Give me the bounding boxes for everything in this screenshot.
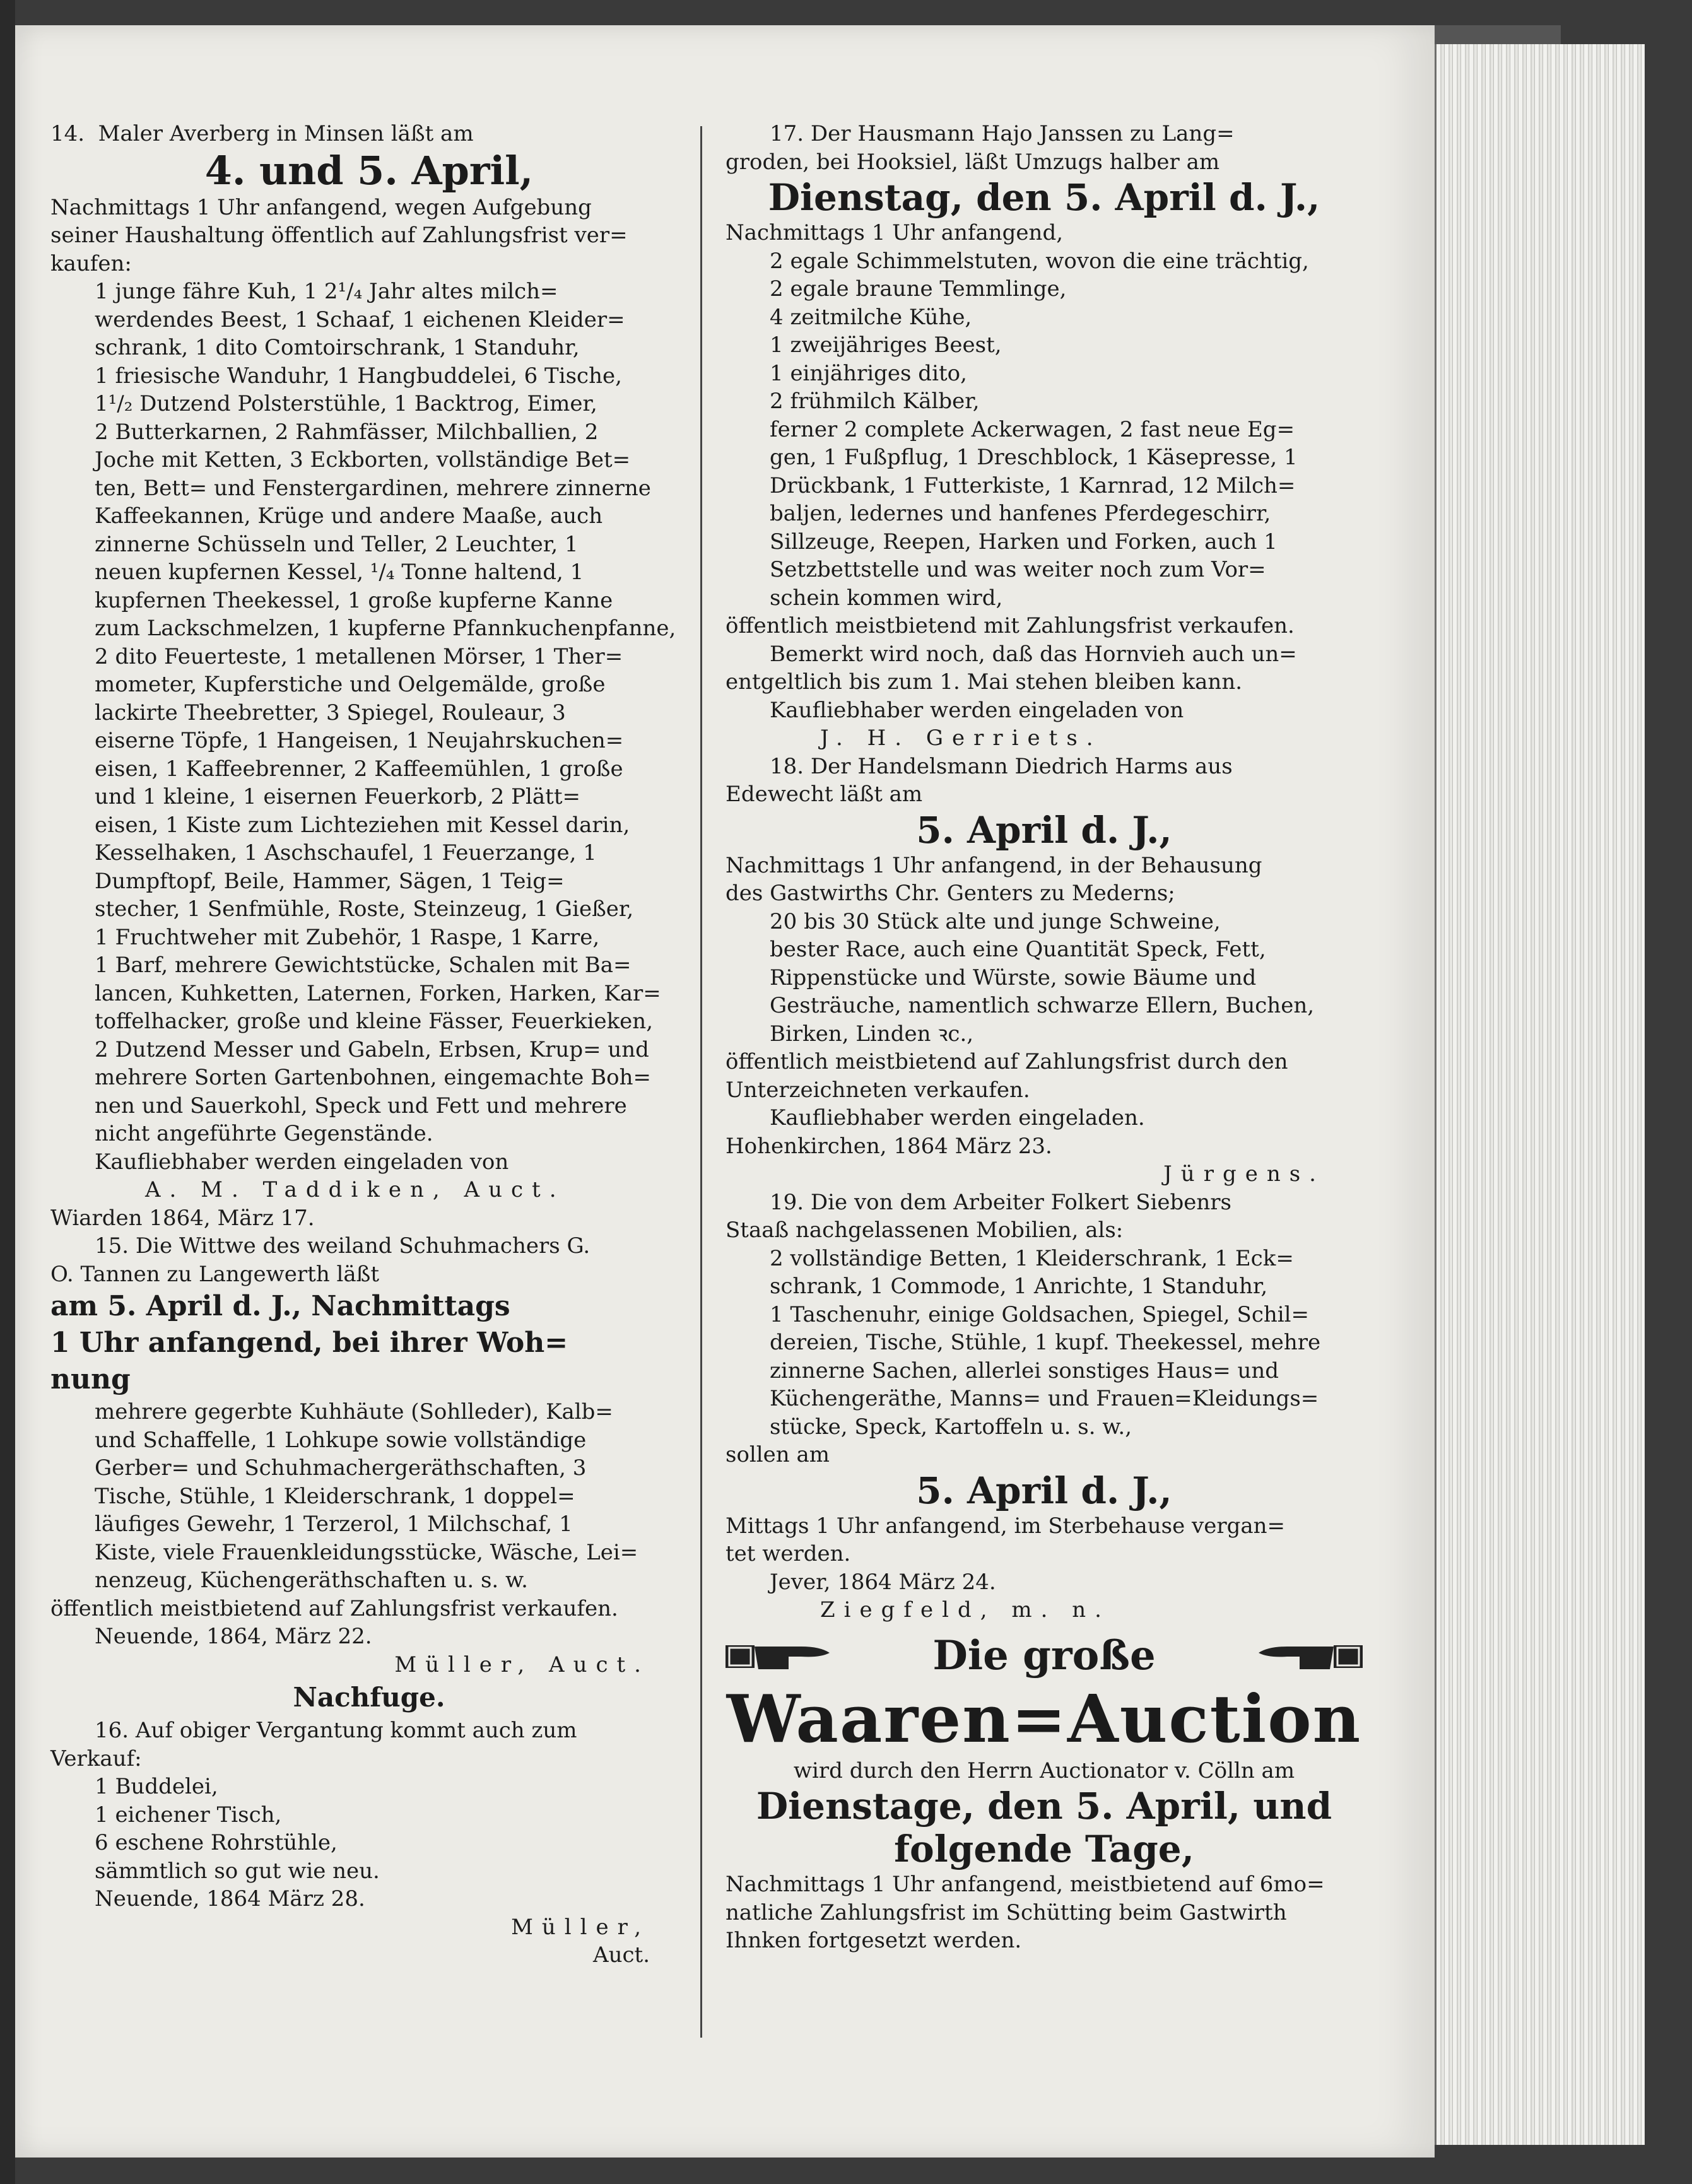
text-line: 5. April d. J., <box>916 1469 1172 1512</box>
text-line: 2 frühmilch Kälber, <box>770 389 980 414</box>
text-line: Müller, <box>511 1914 650 1940</box>
text-line: ferner 2 complete Ackerwagen, 2 fast neue Eg= <box>770 416 1295 442</box>
text-line: Staaß nachgelassenen Mobilien, als: <box>726 1218 1124 1243</box>
text-line: entgeltlich bis zum 1. Mai stehen bleiben kann. <box>726 669 1243 695</box>
text-line: Kaffeekannen, Krüge und andere Maaße, auch <box>95 503 603 529</box>
text-line: gen, 1 Fußpflug, 1 Dreschblock, 1 Käsepresse, 1 <box>770 445 1298 470</box>
text-line: Setzbettstelle und was weiter noch zum Vor= <box>770 557 1266 582</box>
text-line: nenzeug, Küchengeräthschaften u. s. w. <box>95 1568 528 1593</box>
text-line: Neuende, 1864, März 22. <box>95 1624 372 1649</box>
text-line: toffelhacker, große und kleine Fässer, Feuerkieken, <box>95 1009 653 1034</box>
banner-big2: folgende Tage, <box>894 1828 1194 1870</box>
text-line: mehrere Sorten Gartenbohnen, eingemachte Boh= <box>95 1065 652 1090</box>
text-line: Birken, Linden ꝛc., <box>770 1021 974 1047</box>
text-line: Kesselhaken, 1 Aschschaufel, 1 Feuerzange, 1 <box>95 840 597 866</box>
text-line: zum Lackschmelzen, 1 kupferne Pfannkuchenpfanne, <box>95 616 676 641</box>
text-line: 15. Die Wittwe des weiland Schuhmachers G. <box>95 1233 590 1259</box>
text-line: Joche mit Ketten, 3 Eckborten, vollständige Bet= <box>95 447 631 473</box>
text-line: A. M. Taddiken, Auct. <box>145 1177 565 1202</box>
text-line: sämmtlich so gut wie neu. <box>95 1858 380 1884</box>
text-line: 1¹/₂ Dutzend Polsterstühle, 1 Backtrog, Eimer, <box>95 391 597 416</box>
text-line: Kaufliebhaber werden eingeladen von <box>95 1149 509 1175</box>
text-line: 2 dito Feuerteste, 1 metallenen Mörser, 1 Ther= <box>95 643 623 669</box>
text-line: Sillzeuge, Reepen, Harken und Forken, auch 1 <box>770 529 1278 555</box>
text-line: kupfernen Theekessel, 1 große kupferne Kanne <box>95 587 613 613</box>
text-line: Hohenkirchen, 1864 März 23. <box>726 1133 1052 1159</box>
text-line: 1 Uhr anfangend, bei ihrer Woh= <box>50 1327 568 1359</box>
text-line: 17. Der Hausmann Hajo Janssen zu Lang= <box>770 121 1235 146</box>
text-line: Tische, Stühle, 1 Kleiderschrank, 1 doppel= <box>95 1483 575 1509</box>
text-line: Neuende, 1864 März 28. <box>95 1886 365 1911</box>
text-line: seiner Haushaltung öffentlich auf Zahlungsfrist ver= <box>50 223 628 248</box>
text-line: stecher, 1 Senfmühle, Roste, Steinzeug, 1 Gießer, <box>95 896 634 922</box>
text-line: 6 eschene Rohrstühle, <box>95 1830 338 1855</box>
text-line: 2 vollständige Betten, 1 Kleiderschrank, 1 Eck= <box>770 1245 1294 1271</box>
text-line: 1 Fruchtweher mit Zubehör, 1 Raspe, 1 Karre, <box>95 924 600 950</box>
text-line: Verkauf: <box>50 1746 142 1771</box>
text-line: Küchengeräthe, Manns= und Frauen=Kleidungs= <box>770 1386 1319 1411</box>
text-line: Gesträuche, namentlich schwarze Ellern, Buchen, <box>770 993 1315 1018</box>
text-line: Jever, 1864 März 24. <box>770 1569 996 1595</box>
text-line: 2 Butterkarnen, 2 Rahmfässer, Milchballien, 2 <box>95 419 599 445</box>
text-line: neuen kupfernen Kessel, ¹/₄ Tonne haltend, 1 <box>95 560 584 585</box>
text-line: Müller, Auct. <box>394 1652 650 1677</box>
text-line: Mittags 1 Uhr anfangend, im Sterbehause vergan= <box>726 1513 1286 1539</box>
text-line: öffentlich meistbietend mit Zahlungsfrist verkaufen. <box>726 613 1295 638</box>
text-line: Kiste, viele Frauenkleidungsstücke, Wäsche, Lei= <box>95 1539 638 1565</box>
text-line: 14. Maler Averberg in Minsen läßt am <box>50 121 474 146</box>
text-line: am 5. April d. J., Nachmittags <box>50 1290 510 1322</box>
pointing-hand-left-icon <box>1255 1634 1363 1678</box>
text-line: öffentlich meistbietend auf Zahlungsfrist verkaufen. <box>50 1595 618 1621</box>
text-line: dereien, Tische, Stühle, 1 kupf. Theekessel, mehre <box>770 1330 1321 1355</box>
text-line: lancen, Kuhketten, Laternen, Forken, Harken, Kar= <box>95 980 661 1006</box>
text-line: 1 eichener Tisch, <box>95 1802 282 1828</box>
text-line: des Gastwirths Chr. Genters zu Mederns; <box>726 881 1175 906</box>
text-line: nicht angeführte Gegenstände. <box>95 1121 433 1146</box>
text-line: eisen, 1 Kiste zum Lichteziehen mit Kessel darin, <box>95 812 630 838</box>
banner-die: Die große <box>932 1631 1156 1679</box>
text-line: eisen, 1 Kaffeebrenner, 2 Kaffeemühlen, 1 große <box>95 756 623 782</box>
text-line: sollen am <box>726 1442 830 1467</box>
text-line: 19. Die von dem Arbeiter Folkert Siebenrs <box>770 1189 1231 1215</box>
text-line: 2 egale braune Temmlinge, <box>770 276 1067 302</box>
text-line: Unterzeichneten verkaufen. <box>726 1077 1030 1103</box>
left-page-edge <box>0 0 15 2184</box>
text-line: 1 Taschenuhr, einige Goldsachen, Spiegel, Schil= <box>770 1301 1309 1327</box>
text-line: Bemerkt wird noch, daß das Hornvieh auch un= <box>770 641 1297 667</box>
text-line: J. H. Gerriets. <box>820 725 1102 751</box>
column-divider <box>700 126 702 2038</box>
text-line: zinnerne Schüsseln und Teller, 2 Leuchter, 1 <box>95 531 579 557</box>
text-line: stücke, Speck, Kartoffeln u. s. w., <box>770 1414 1132 1440</box>
pointing-hand-right-icon <box>726 1634 833 1678</box>
text-line: 1 einjähriges dito, <box>770 360 967 386</box>
text-line: 4. und 5. April, <box>204 147 534 194</box>
text-line: Nachmittags 1 Uhr anfangend, <box>726 220 1064 245</box>
text-line: 2 egale Schimmelstuten, wovon die eine trächtig, <box>770 248 1309 274</box>
text-line: 20 bis 30 Stück alte und junge Schweine, <box>770 908 1221 934</box>
text-line: Drückbank, 1 Futterkiste, 1 Karnrad, 12 Milch= <box>770 473 1296 498</box>
banner-line1: wird durch den Herrn Auctionator v. Cölln am <box>793 1758 1295 1783</box>
text-line: zinnerne Sachen, allerlei sonstiges Haus= und <box>770 1358 1279 1383</box>
text-line: baljen, ledernes und hanfenes Pferdegeschirr, <box>770 501 1271 526</box>
banner-line3: natliche Zahlungsfrist im Schütting beim Gastwirth <box>726 1899 1287 1925</box>
text-line: schrank, 1 dito Comtoirschrank, 1 Standuhr, <box>95 335 580 360</box>
text-line: mometer, Kupferstiche und Oelgemälde, große <box>95 672 606 697</box>
left-column <box>50 120 688 1970</box>
book-page-edges <box>1435 44 1645 2145</box>
text-line: werdendes Beest, 1 Schaaf, 1 eichenen Kleider= <box>95 307 625 332</box>
text-line: groden, bei Hooksiel, läßt Umzugs halber am <box>726 149 1220 175</box>
right-column-text <box>726 120 1363 1624</box>
text-line: 2 Dutzend Messer und Gabeln, Erbsen, Krup= und <box>95 1036 649 1062</box>
text-line: Kaufliebhaber werden eingeladen. <box>770 1105 1145 1130</box>
text-line: Jürgens. <box>1163 1161 1325 1187</box>
text-line: 1 junge fähre Kuh, 1 2¹/₄ Jahr altes milch= <box>95 279 558 304</box>
text-line: und 1 kleine, 1 eisernen Feuerkorb, 2 Plätt= <box>95 784 580 809</box>
banner-big1: Dienstage, den 5. April, und <box>756 1785 1332 1828</box>
text-line: tet werden. <box>726 1541 851 1566</box>
text-line: Gerber= und Schuhmachergeräthschaften, 3 <box>95 1455 587 1481</box>
text-line: bester Race, auch eine Quantität Speck, Fett, <box>770 937 1266 962</box>
text-line: Kaufliebhaber werden eingeladen von <box>770 697 1184 723</box>
text-line: lackirte Theebretter, 3 Spiegel, Rouleaur, 3 <box>95 700 566 725</box>
banner-line2: Nachmittags 1 Uhr anfangend, meistbietend auf 6mo= <box>726 1872 1325 1897</box>
text-line: Dienstag, den 5. April d. J., <box>768 176 1320 219</box>
text-line: läufiges Gewehr, 1 Terzerol, 1 Milchschaf, 1 <box>95 1512 573 1537</box>
text-line: 4 zeitmilche Kühe, <box>770 304 972 330</box>
text-line: mehrere gegerbte Kuhhäute (Sohlleder), Kalb= <box>95 1399 613 1424</box>
text-line: eiserne Töpfe, 1 Hangeisen, 1 Neujahrskuchen= <box>95 728 624 753</box>
text-line: Wiarden 1864, März 17. <box>50 1205 315 1231</box>
text-line: 5. April d. J., <box>916 808 1172 852</box>
text-line: Nachmittags 1 Uhr anfangend, in der Behausung <box>726 852 1262 878</box>
text-line: 18. Der Handelsmann Diedrich Harms aus <box>770 753 1233 779</box>
text-line: und Schaffelle, 1 Lohkupe sowie vollständige <box>95 1427 587 1453</box>
text-line: 1 Barf, mehrere Gewichtstücke, Schalen mit Ba= <box>95 953 632 978</box>
text-line: 1 zweijähriges Beest, <box>770 332 1002 358</box>
banner-line4: Ihnken fortgesetzt werden. <box>726 1928 1022 1953</box>
text-line: kaufen: <box>50 250 132 276</box>
text-line: nung <box>50 1363 131 1395</box>
text-line: ten, Bett= und Fenstergardinen, mehrere zinnerne <box>95 475 651 501</box>
right-column <box>726 120 1363 1955</box>
text-line: 1 Buddelei, <box>95 1774 218 1799</box>
text-line: schein kommen wird, <box>770 585 1003 611</box>
banner-header <box>726 1631 1363 1681</box>
text-line: öffentlich meistbietend auf Zahlungsfrist durch den <box>726 1049 1288 1074</box>
text-line: 1 friesische Wanduhr, 1 Hangbuddelei, 6 Tische, <box>95 363 622 389</box>
text-line: Nachmittags 1 Uhr anfangend, wegen Aufgebung <box>50 194 592 220</box>
text-line: Ziegfeld, m. n. <box>820 1597 1110 1623</box>
text-line: schrank, 1 Commode, 1 Anrichte, 1 Standuhr, <box>770 1274 1268 1299</box>
text-line: nen und Sauerkohl, Speck und Fett und mehrere <box>95 1093 627 1118</box>
text-line: Auct. <box>593 1942 650 1968</box>
banner-title: Waaren=Auction <box>726 1679 1362 1758</box>
text-line: 16. Auf obiger Vergantung kommt auch zum <box>95 1718 577 1743</box>
text-line: Rippenstücke und Würste, sowie Bäume und <box>770 965 1257 990</box>
text-line: Nachfuge. <box>293 1682 445 1713</box>
text-line: O. Tannen zu Langewerth läßt <box>50 1261 380 1287</box>
auction-banner <box>726 1631 1363 1955</box>
text-line: Dumpftopf, Beile, Hammer, Sägen, 1 Teig= <box>95 868 565 894</box>
text-line: Edewecht läßt am <box>726 782 923 807</box>
